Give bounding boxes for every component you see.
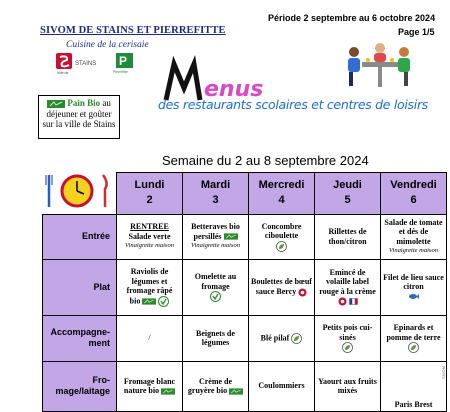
- week-title: Semaine du 2 au 8 septembre 2024: [162, 153, 369, 168]
- plat-cell-mardi: [183, 259, 249, 315]
- day-header-mardi: [183, 173, 249, 215]
- day-header-jeudi: [315, 173, 381, 215]
- menu-table: [42, 172, 447, 412]
- fromage-row: [43, 361, 447, 411]
- accompagnement-cell-mardi: [183, 315, 249, 361]
- day-number: 2: [146, 194, 153, 207]
- accompagnement-label: Accompagne- ment: [43, 315, 117, 361]
- day-number: 4: [278, 194, 285, 207]
- svg-text:P: P: [119, 54, 128, 68]
- accompagnement-cell-lundi: [117, 315, 183, 361]
- menus-title-text: enus: [204, 77, 264, 102]
- cell-dish: Raviolis de légumes et fromage râpé: [126, 267, 173, 296]
- cell-dish: Petits pois cui- sinés: [322, 323, 373, 342]
- leaf-icon: [291, 333, 302, 344]
- entree-cell-mercredi: [249, 214, 315, 259]
- day-header-vendredi: [381, 173, 447, 215]
- diners-illustration-icon: [338, 40, 420, 96]
- cell-dish: Filet de lieu sauce citron: [383, 272, 444, 292]
- day-name: Jeudi: [333, 179, 362, 192]
- day-header-row: [43, 173, 447, 215]
- leaf-icon: [276, 241, 287, 252]
- bread-bio-text: au déjeuner et goûter sur la ville de Stains: [42, 98, 116, 129]
- cell-dish: Yaourt aux fruits mixés: [318, 376, 377, 395]
- vegetarian-icon: [210, 291, 221, 302]
- fromage-label: Fro- mage/laitage: [43, 361, 117, 411]
- page-number: Page 1/5: [398, 27, 435, 37]
- cell-dish: Concombre ciboulette: [261, 221, 302, 240]
- cell-dish: Salade verte: [128, 231, 171, 241]
- leaf-icon: [408, 342, 419, 353]
- day-name: Mardi: [200, 179, 231, 192]
- cell-note: Vinaigrette maison: [389, 247, 438, 254]
- label-rouge-icon: [338, 297, 347, 306]
- plat-cell-lundi: [117, 259, 183, 315]
- fromage-cell-jeudi: [315, 361, 381, 411]
- day-name: Mercredi: [258, 179, 305, 192]
- plat-row: [43, 259, 447, 315]
- plat-cell-vendredi: [381, 259, 447, 315]
- bio-label-icon: [161, 388, 175, 395]
- day-number: 6: [410, 194, 417, 207]
- cell-dish: Crème de gruyère bio: [187, 376, 233, 395]
- day-number: 3: [212, 194, 219, 207]
- bio-label-icon: [142, 298, 156, 305]
- origin-france-icon: [349, 297, 358, 306]
- cell-dish: Rillettes de thon/citron: [328, 227, 367, 246]
- leaf-icon: [342, 342, 353, 353]
- stains-logo-text: STAINS: [75, 61, 97, 67]
- menus-subtitle: des restaurants scolaires et centres de loisirs: [158, 97, 428, 112]
- fromage-cell-mardi: [183, 361, 249, 411]
- bio-label-icon: [229, 388, 243, 395]
- stains-logo-icon: [54, 52, 108, 76]
- stains-logo-small-text: Ville de: [57, 71, 69, 75]
- fromage-cell-vendredi: [381, 361, 447, 411]
- plat-label: Plat: [43, 259, 117, 315]
- cell-dish: Omelette au fromage: [194, 272, 237, 291]
- cell-dish: Salade de tomate et dés de mimolette: [384, 217, 443, 246]
- bio-label-icon: [47, 100, 65, 108]
- cell-note: Vinaigrette maison: [125, 242, 174, 250]
- period-text: Période 2 septembre au 6 octobre 2024: [268, 13, 436, 23]
- fromage-cell-mercredi: [249, 361, 315, 411]
- entree-row: [43, 214, 447, 259]
- cell-dish: Coulommiers: [258, 381, 305, 391]
- cell-note: Vinaigrette maison: [191, 242, 240, 250]
- cell-dish: Betteraves bio persillés: [191, 222, 240, 241]
- fromage-cell-lundi: [117, 361, 183, 411]
- accompagnement-cell-mercredi: [249, 315, 315, 361]
- day-name: Lundi: [134, 179, 165, 192]
- pierrefitte-logo-text: Pierrefitte: [113, 70, 128, 74]
- day-number: 5: [344, 194, 351, 207]
- cell-dish: Emincé de volaille label rouge à la crème: [319, 267, 376, 296]
- cell-title: RENTREE: [130, 222, 169, 232]
- bread-bio-box: [38, 95, 120, 139]
- plat-cell-mercredi: [249, 259, 315, 315]
- table-corner: [43, 173, 117, 215]
- cell-dish: Epinards et pomme de terre: [386, 323, 441, 342]
- accompagnement-cell-jeudi: [315, 315, 381, 361]
- organization-subtitle: Cuisine de la cerisaie: [66, 40, 149, 50]
- clock-cutlery-icon: [43, 173, 115, 209]
- cell-dish: Boulettes de bœuf sauce Bercy: [251, 277, 312, 296]
- cell-dish-suffix: bio: [129, 296, 141, 306]
- accompagnement-cell-vendredi: [381, 315, 447, 361]
- bread-bio-title: Pain Bio: [67, 98, 101, 108]
- fish-icon: [408, 293, 419, 300]
- label-rouge-icon: [298, 288, 307, 297]
- plat-cell-jeudi: [315, 259, 381, 315]
- bio-label-icon: [224, 233, 238, 240]
- cell-dish: Paris Brest: [394, 400, 433, 409]
- entree-cell-jeudi: [315, 214, 381, 259]
- entree-cell-lundi: [117, 214, 183, 259]
- day-header-lundi: [117, 173, 183, 215]
- vegetarian-icon: [158, 296, 169, 307]
- entree-label: Entrée: [43, 214, 117, 259]
- cell-dish: /: [148, 333, 151, 343]
- pierrefitte-logo-icon: [113, 52, 137, 76]
- accompagnement-row: [43, 315, 447, 361]
- cell-dish: Beignets de légumes: [196, 328, 235, 347]
- entree-cell-mardi: [183, 214, 249, 259]
- organization-name: SIVOM DE STAINS ET PIERREFITTE: [40, 25, 226, 36]
- day-name: Vendredi: [390, 179, 437, 192]
- cell-dish: Blé pilaf: [260, 332, 290, 342]
- cell-dish: Fromage blanc nature bio: [123, 376, 176, 395]
- entree-cell-vendredi: [381, 214, 447, 259]
- side-code: SIVOM: [440, 366, 446, 379]
- day-header-mercredi: [249, 173, 315, 215]
